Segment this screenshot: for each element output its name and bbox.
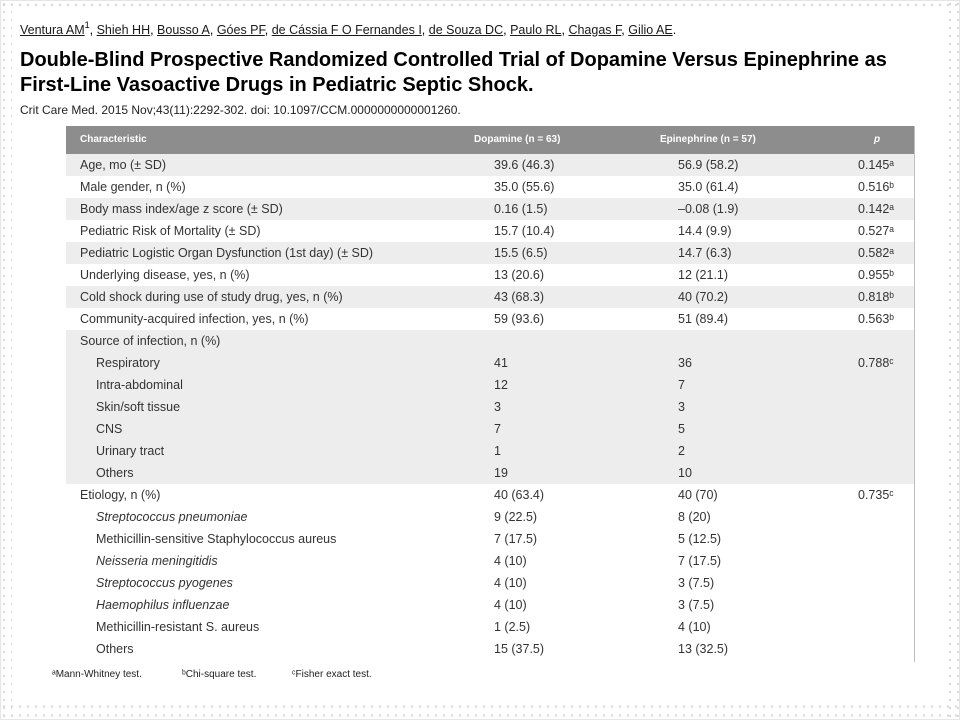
table-row [66, 286, 914, 308]
table-row [66, 506, 914, 528]
cell-dopamine: 7 [494, 422, 501, 436]
journal-reference: Crit Care Med. 2015 Nov;43(11):2292-302. doi: 10.1097/CCM.0000000000001260. [20, 103, 461, 117]
cell-characteristic: Pediatric Logistic Organ Dysfunction (1st day) (± SD) [80, 246, 374, 260]
cell-epinephrine: 7 (17.5) [678, 554, 722, 568]
cell-dopamine: 12 [494, 378, 508, 392]
footnote-b: ᵇChi-square test. [182, 669, 257, 680]
cell-characteristic: Skin/soft tissue [96, 400, 181, 414]
cell-characteristic: CNS [96, 422, 123, 436]
table-row [66, 330, 914, 352]
table-row [66, 352, 914, 374]
cell-epinephrine: 10 [678, 466, 692, 480]
table-row [66, 440, 914, 462]
cell-dopamine: 1 [494, 444, 501, 458]
header-characteristic: Characteristic [80, 134, 147, 145]
cell-characteristic: Methicillin-sensitive Staphylococcus aureus [96, 532, 337, 546]
cell-dopamine: 15.5 (6.5) [494, 246, 548, 260]
table-header [66, 126, 914, 154]
footnote-c: ᶜFisher exact test. [292, 669, 372, 680]
author-link[interactable]: Bousso A [157, 23, 210, 37]
cell-p-value: 0.527ᵃ [858, 224, 894, 238]
table-row [66, 396, 914, 418]
table-row [66, 308, 914, 330]
author-link[interactable]: Ventura AM [20, 23, 85, 37]
cell-epinephrine: 3 (7.5) [678, 598, 715, 612]
cell-characteristic: Age, mo (± SD) [80, 158, 167, 172]
cell-dopamine: 1 (2.5) [494, 620, 531, 634]
cell-p-value: 0.788ᶜ [858, 356, 894, 370]
table-right-rule [914, 126, 915, 662]
cell-dopamine: 35.0 (55.6) [494, 180, 555, 194]
table-row [66, 462, 914, 484]
author-link[interactable]: Paulo RL [510, 23, 562, 37]
author-superscript: 1 [84, 20, 90, 30]
cell-characteristic: Community-acquired infection, yes, n (%) [80, 312, 309, 326]
cell-epinephrine: 51 (89.4) [678, 312, 729, 326]
table-row [66, 616, 914, 638]
cell-epinephrine: 4 (10) [678, 620, 711, 634]
cell-dopamine: 43 (68.3) [494, 290, 545, 304]
footnote-a: ᵃMann-Whitney test. [52, 669, 142, 680]
cell-characteristic: Streptococcus pyogenes [96, 576, 233, 590]
cell-characteristic: Others [96, 642, 134, 656]
author-link[interactable]: Chagas F [568, 23, 622, 37]
table-row [66, 550, 914, 572]
cell-dopamine: 4 (10) [494, 576, 527, 590]
table-row [66, 264, 914, 286]
cell-characteristic: Etiology, n (%) [80, 488, 161, 502]
cell-characteristic: Underlying disease, yes, n (%) [80, 268, 250, 282]
cell-dopamine: 0.16 (1.5) [494, 202, 548, 216]
table-row [66, 528, 914, 550]
cell-epinephrine: 12 (21.1) [678, 268, 729, 282]
cell-p-value: 0.818ᵇ [858, 290, 894, 304]
cell-epinephrine: 8 (20) [678, 510, 711, 524]
cell-dopamine: 7 (17.5) [494, 532, 538, 546]
cell-p-value: 0.145ᵃ [858, 158, 894, 172]
table-footnotes [52, 667, 922, 685]
table-row [66, 572, 914, 594]
table-row [66, 242, 914, 264]
citation-block [14, 16, 942, 120]
cell-epinephrine: 40 (70.2) [678, 290, 729, 304]
table-row [66, 176, 914, 198]
cell-characteristic: Pediatric Risk of Mortality (± SD) [80, 224, 261, 238]
cell-characteristic: Male gender, n (%) [80, 180, 186, 194]
cell-dopamine: 13 (20.6) [494, 268, 545, 282]
author-link[interactable]: Góes PF [216, 23, 265, 37]
cell-epinephrine: 5 [678, 422, 685, 436]
cell-dopamine: 40 (63.4) [494, 488, 545, 502]
cell-p-value: 0.735ᶜ [858, 488, 894, 502]
cell-p-value: 0.955ᵇ [858, 268, 894, 282]
author-link[interactable]: Shieh HH [96, 23, 151, 37]
cell-epinephrine: 14.7 (6.3) [678, 246, 732, 260]
cell-dopamine: 59 (93.6) [494, 312, 545, 326]
table-row [66, 198, 914, 220]
cell-dopamine: 15.7 (10.4) [494, 224, 555, 238]
header-epinephrine: Epinephrine (n = 57) [660, 134, 756, 145]
cell-characteristic: Source of infection, n (%) [80, 334, 221, 348]
table-row [66, 374, 914, 396]
table-row [66, 418, 914, 440]
cell-epinephrine: 2 [678, 444, 685, 458]
cell-characteristic: Cold shock during use of study drug, yes, n (%) [80, 290, 343, 304]
cell-dopamine: 39.6 (46.3) [494, 158, 555, 172]
table-row [66, 638, 914, 660]
cell-dopamine: 15 (37.5) [494, 642, 545, 656]
cell-p-value: 0.516ᵇ [858, 180, 894, 194]
author-list: Ventura $AM^1$, Shieh HH, Bousso A, Góes PF, de Cássia F O Fernandes I, de Souza DC, Paulo RL, Chagas F, Gilio AE. [20, 20, 677, 37]
cell-characteristic: Methicillin-resistant S. aureus [96, 620, 260, 634]
cell-epinephrine: 13 (32.5) [678, 642, 729, 656]
cell-characteristic: Neisseria meningitidis [96, 554, 218, 568]
cell-characteristic: Others [96, 466, 134, 480]
cell-p-value: 0.582ᵃ [858, 246, 894, 260]
table-row [66, 154, 914, 176]
characteristics-table [66, 126, 914, 682]
cell-characteristic: Intra-abdominal [96, 378, 183, 392]
article-title: Double-Blind Prospective Randomized Controlled Trial of Dopamine Versus Epinephrine as First-Line Vasoactive Drugs in Pediatric Septic Shock. [20, 49, 887, 96]
cell-dopamine: 4 (10) [494, 554, 527, 568]
cell-dopamine: 41 [494, 356, 508, 370]
cell-dopamine: 19 [494, 466, 508, 480]
cell-epinephrine: 36 [678, 356, 692, 370]
author-link[interactable]: Gilio AE [628, 23, 673, 37]
cell-dopamine: 4 (10) [494, 598, 527, 612]
cell-epinephrine: –0.08 (1.9) [678, 202, 739, 216]
cell-dopamine: 3 [494, 400, 501, 414]
cell-epinephrine: 7 [678, 378, 685, 392]
cell-p-value: 0.142ᵃ [858, 202, 894, 216]
cell-characteristic: Haemophilus influenzae [96, 598, 230, 612]
cell-p-value: 0.563ᵇ [858, 312, 894, 326]
cell-characteristic: Streptococcus pneumoniae [96, 510, 248, 524]
cell-characteristic: Body mass index/age z score (± SD) [80, 202, 283, 216]
table-row [66, 594, 914, 616]
cell-characteristic: Urinary tract [96, 444, 165, 458]
cell-epinephrine: 5 (12.5) [678, 532, 722, 546]
cell-dopamine: 9 (22.5) [494, 510, 538, 524]
cell-epinephrine: 3 (7.5) [678, 576, 715, 590]
header-dopamine: Dopamine (n = 63) [474, 134, 561, 145]
table-row [66, 220, 914, 242]
author-link[interactable]: de Souza DC [428, 23, 504, 37]
cell-epinephrine: 14.4 (9.9) [678, 224, 732, 238]
cell-epinephrine: 40 (70) [678, 488, 718, 502]
table-row [66, 484, 914, 506]
cell-epinephrine: 56.9 (58.2) [678, 158, 739, 172]
cell-characteristic: Respiratory [96, 356, 160, 370]
author-link[interactable]: de Cássia F O Fernandes I [271, 23, 422, 37]
cell-epinephrine: 3 [678, 400, 685, 414]
cell-epinephrine: 35.0 (61.4) [678, 180, 739, 194]
header-p-value: p [874, 134, 881, 145]
